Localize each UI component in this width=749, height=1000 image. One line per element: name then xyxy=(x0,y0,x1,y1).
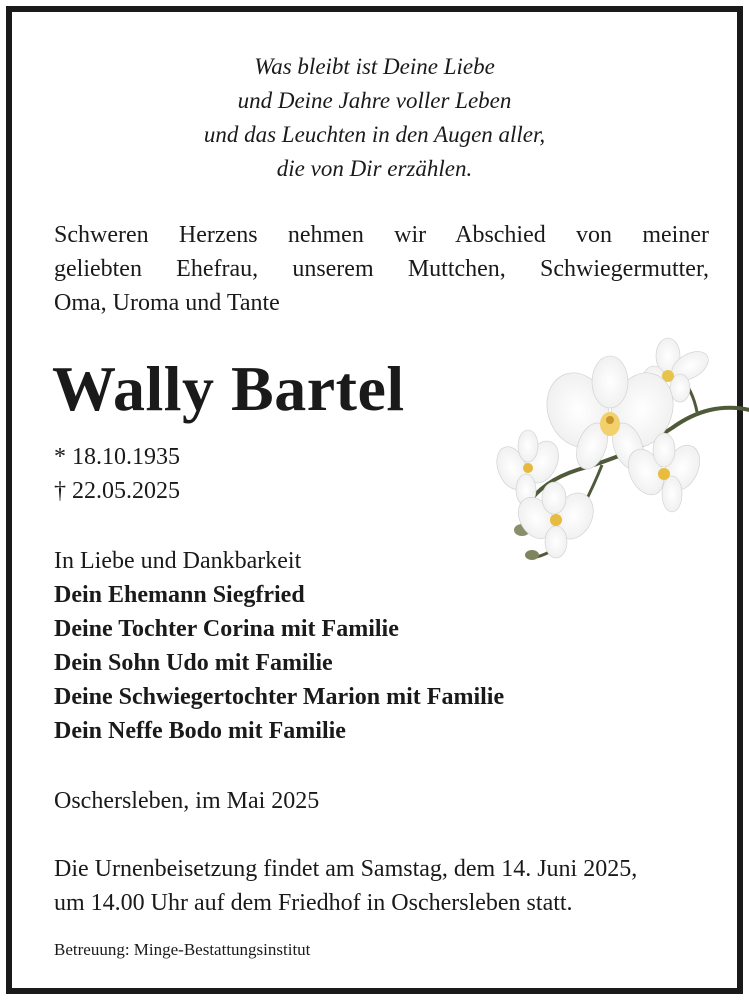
funeral-home-credit: Betreuung: Minge-Bestattungsinstitut xyxy=(54,940,311,959)
birth-date: * 18.10.1935 xyxy=(54,444,180,470)
verse-line: Was bleibt ist Deine Liebe xyxy=(254,54,495,79)
burial-line: um 14.00 Uhr auf dem Friedhof in Oschersleben statt. xyxy=(54,890,573,916)
orchid-illustration xyxy=(482,330,749,570)
life-dates xyxy=(54,440,180,508)
farewell-intro xyxy=(54,218,709,320)
intro-line: geliebten Ehefrau, unserem Muttchen, Schwiegermutter, xyxy=(54,256,709,282)
memorial-verse xyxy=(12,50,737,186)
verse-line: und das Leuchten in den Augen aller, xyxy=(203,122,546,147)
mourner: Deine Tochter Corina mit Familie xyxy=(54,616,399,642)
intro-line: Oma, Uroma und Tante xyxy=(54,290,280,316)
verse-line: und Deine Jahre voller Leben xyxy=(237,88,512,113)
mourner: Dein Neffe Bodo mit Familie xyxy=(54,718,346,744)
mourner: Deine Schwiegertochter Marion mit Familie xyxy=(54,684,505,710)
mourners-lead: In Liebe und Dankbarkeit xyxy=(54,548,302,574)
death-date: † 22.05.2025 xyxy=(54,478,180,504)
mourner: Dein Sohn Udo mit Familie xyxy=(54,650,333,676)
deceased-name: Wally Bartel xyxy=(52,353,405,424)
burial-notice xyxy=(54,852,714,920)
mourner: Dein Ehemann Siegfried xyxy=(54,582,305,608)
intro-line: Schweren Herzens nehmen wir Abschied von meiner xyxy=(54,222,709,248)
verse-line: die von Dir erzählen. xyxy=(276,156,473,181)
mourners-list xyxy=(54,544,504,748)
obituary-notice xyxy=(6,6,743,994)
place-and-date: Oschersleben, im Mai 2025 xyxy=(54,788,320,814)
burial-line: Die Urnenbeisetzung findet am Samstag, dem 14. Juni 2025, xyxy=(54,856,638,882)
